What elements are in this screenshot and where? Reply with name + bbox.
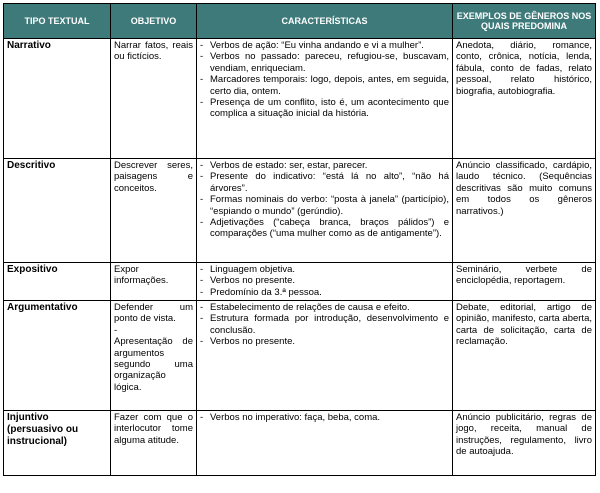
list-item [200,264,449,275]
list-item-text: Estabelecimento de relações de causa e efeito. [210,302,410,313]
bullet-dash: - [200,51,204,63]
cell-exemplos: Anúncio classificado, cardápio, laudo técnico. (Sequências descritivas são muito comuns em todos os gêneros narrativos.) [453,159,596,263]
list-item [200,217,449,240]
table-body [4,39,596,476]
cell-exemplos: Debate, editorial, artigo de opinião, manifesto, carta aberta, carta de solicitação, carta de reclamação. [453,301,596,411]
cell-caracteristicas [197,411,453,476]
list-item [200,194,449,217]
bullet-dash: - [200,286,204,298]
list-item-text: Linguagem objetiva. [210,264,296,275]
bullet-dash: - [200,217,204,229]
list-item [200,51,449,74]
cell-objetivo: Descrever seres, paisagens e conceitos. [111,159,197,263]
list-item [200,97,449,120]
list-item-text: Verbos no passado: pareceu, refugiou-se, buscavam, vendiam, enriqueciam. [210,51,449,74]
table-row [4,411,596,476]
list-item [200,287,449,298]
list-item-text: Verbos de ação: “Eu vinha andando e vi a mulher”. [210,40,424,51]
bullet-dash: - [200,194,204,206]
bullet-dash: - [200,264,204,275]
list-item [200,160,449,171]
list-item-text: Verbos no presente. [210,275,296,287]
list-item-text: Presença de um conflito, isto é, um acontecimento que complica a situação inicial da história. [210,97,449,120]
bullet-dash: - [200,160,204,171]
cell-tipo: Injuntivo (persuasivo ou instrucional) [4,411,111,476]
cell-objetivo: Expor informações. [111,263,197,301]
cell-exemplos: Anúncio publicitário, regras de jogo, receita, manual de instruções, regulamento, livro de autoajuda. [453,411,596,476]
table-row [4,301,596,411]
cell-objetivo: Fazer com que o interlocutor tome alguma atitude. [111,411,197,476]
cell-caracteristicas [197,159,453,263]
cell-tipo: Argumentativo [4,301,111,411]
text-types-table [3,3,596,476]
table-container [3,3,596,476]
cell-objetivo: Narrar fatos, reais ou fictícios. [111,39,197,159]
bullet-dash: - [200,302,204,313]
list-item-text: Verbos de estado: ser, estar, parecer. [210,160,368,171]
list-item [200,302,449,313]
header-objetivo: OBJETIVO [111,4,197,39]
table-row [4,159,596,263]
cell-tipo: Narrativo [4,39,111,159]
list-item-text: Predomínio da 3.ª pessoa. [210,286,322,298]
characteristics-list [200,40,449,120]
list-item [200,412,449,423]
bullet-dash: - [200,171,204,183]
bullet-dash: - [200,313,204,325]
cell-exemplos: Seminário, verbete de enciclopédia, reportagem. [453,263,596,301]
list-item-text: Presente do indicativo: “está lá no alto”, “não há árvores”. [210,171,449,194]
header-caracteristicas: CARACTERÍSTICAS [197,4,453,39]
cell-caracteristicas [197,301,453,411]
cell-objetivo: Defender um ponto de vista. - Apresentação de argumentos segundo uma organização lógica. [111,301,197,411]
cell-caracteristicas [197,39,453,159]
list-item-text: Marcadores temporais: logo, depois, antes, em seguida, certo dia, ontem. [210,74,449,97]
characteristics-list [200,264,449,298]
characteristics-list [200,412,449,423]
list-item [200,171,449,194]
cell-tipo: Descritivo [4,159,111,263]
bullet-dash: - [200,40,204,51]
table-row [4,39,596,159]
list-item [200,313,449,336]
list-item-text: Estrutura formada por introdução, desenvolvimento e conclusão. [210,313,449,336]
header-tipo: TIPO TEXTUAL [4,4,111,39]
list-item-text: Verbos no presente. [210,336,296,348]
bullet-dash: - [200,412,204,423]
list-item-text: Verbos no imperativo: faça, beba, coma. [210,412,381,423]
characteristics-list [200,160,449,240]
table-row [4,263,596,301]
header-exemplos: EXEMPLOS DE GÊNEROS NOS QUAIS PREDOMINA [453,4,596,39]
cell-tipo: Expositivo [4,263,111,301]
list-item [200,275,449,286]
list-item-text: Adjetivações (“cabeça branca, braços pálidos”) e comparações (“uma mulher como as de antigamente”). [210,217,449,240]
bullet-dash: - [200,275,204,287]
cell-caracteristicas [197,263,453,301]
bullet-dash: - [200,97,204,109]
table-header-row [4,4,596,39]
cell-exemplos: Anedota, diário, romance, conto, crônica, notícia, lenda, fábula, conto de fadas, relato pessoal, relato histórico, biografia, autobiografia. [453,39,596,159]
list-item [200,40,449,51]
list-item [200,74,449,97]
list-item [200,336,449,347]
bullet-dash: - [200,336,204,348]
bullet-dash: - [200,74,204,86]
list-item-text: Formas nominais do verbo: “posta à janela” (particípio), “espiando o mundo” (gerúndio). [210,194,449,217]
characteristics-list [200,302,449,348]
